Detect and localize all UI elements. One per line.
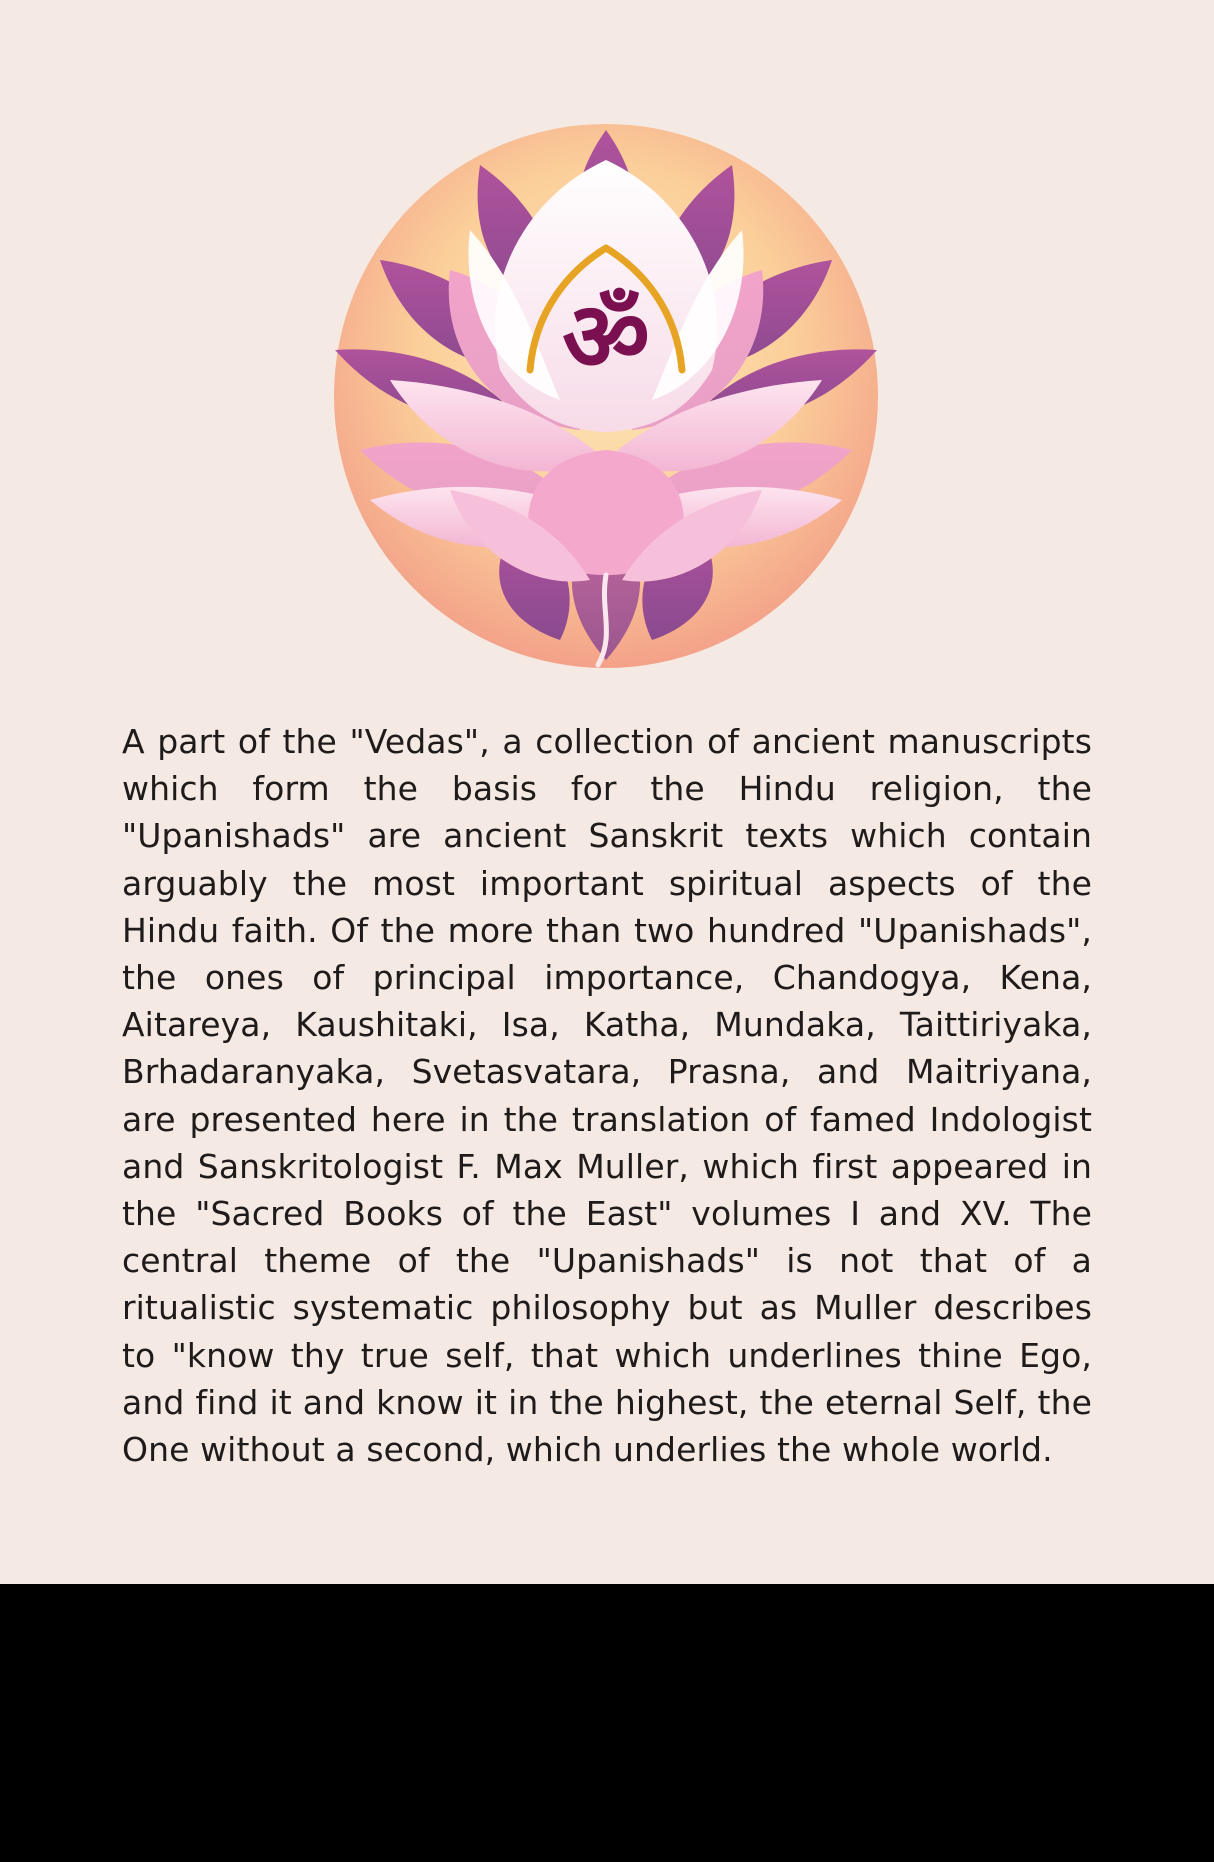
book-description: A part of the "Vedas", a collection of ancient manuscripts which form the basis for the Hindu religion, the "Upanishads" are ancient Sanskrit texts which contain arguably the most important spiritual aspects of the Hindu faith. Of the more than two hundred "Upanishads", the ones of principal importance, Chandogya, Kena, Aitareya, Kaushitaki, Isa, Katha, Mundaka, Taittiriyaka, Brhadaranyaka, Svetasvatara, Prasna, and Maitriyana, are presented here in the translation of famed Indologist and Sanskritologist F. Max Muller, which first appeared in the "Sacred Books of the East" volumes I and XV. The central theme of the "Upanishads" is not that of a ritualistic systematic philosophy but as Muller describes to "know thy true self, that which underlines thine Ego, and find it and know it in the highest, the eternal Self, the One without a second, which underlies the whole world. — [122, 722, 1092, 1470]
lotus-om-icon — [330, 120, 882, 672]
bottom-band — [0, 1584, 1214, 1862]
lotus-illustration — [330, 120, 882, 672]
om-icon: ॐ — [562, 281, 650, 393]
